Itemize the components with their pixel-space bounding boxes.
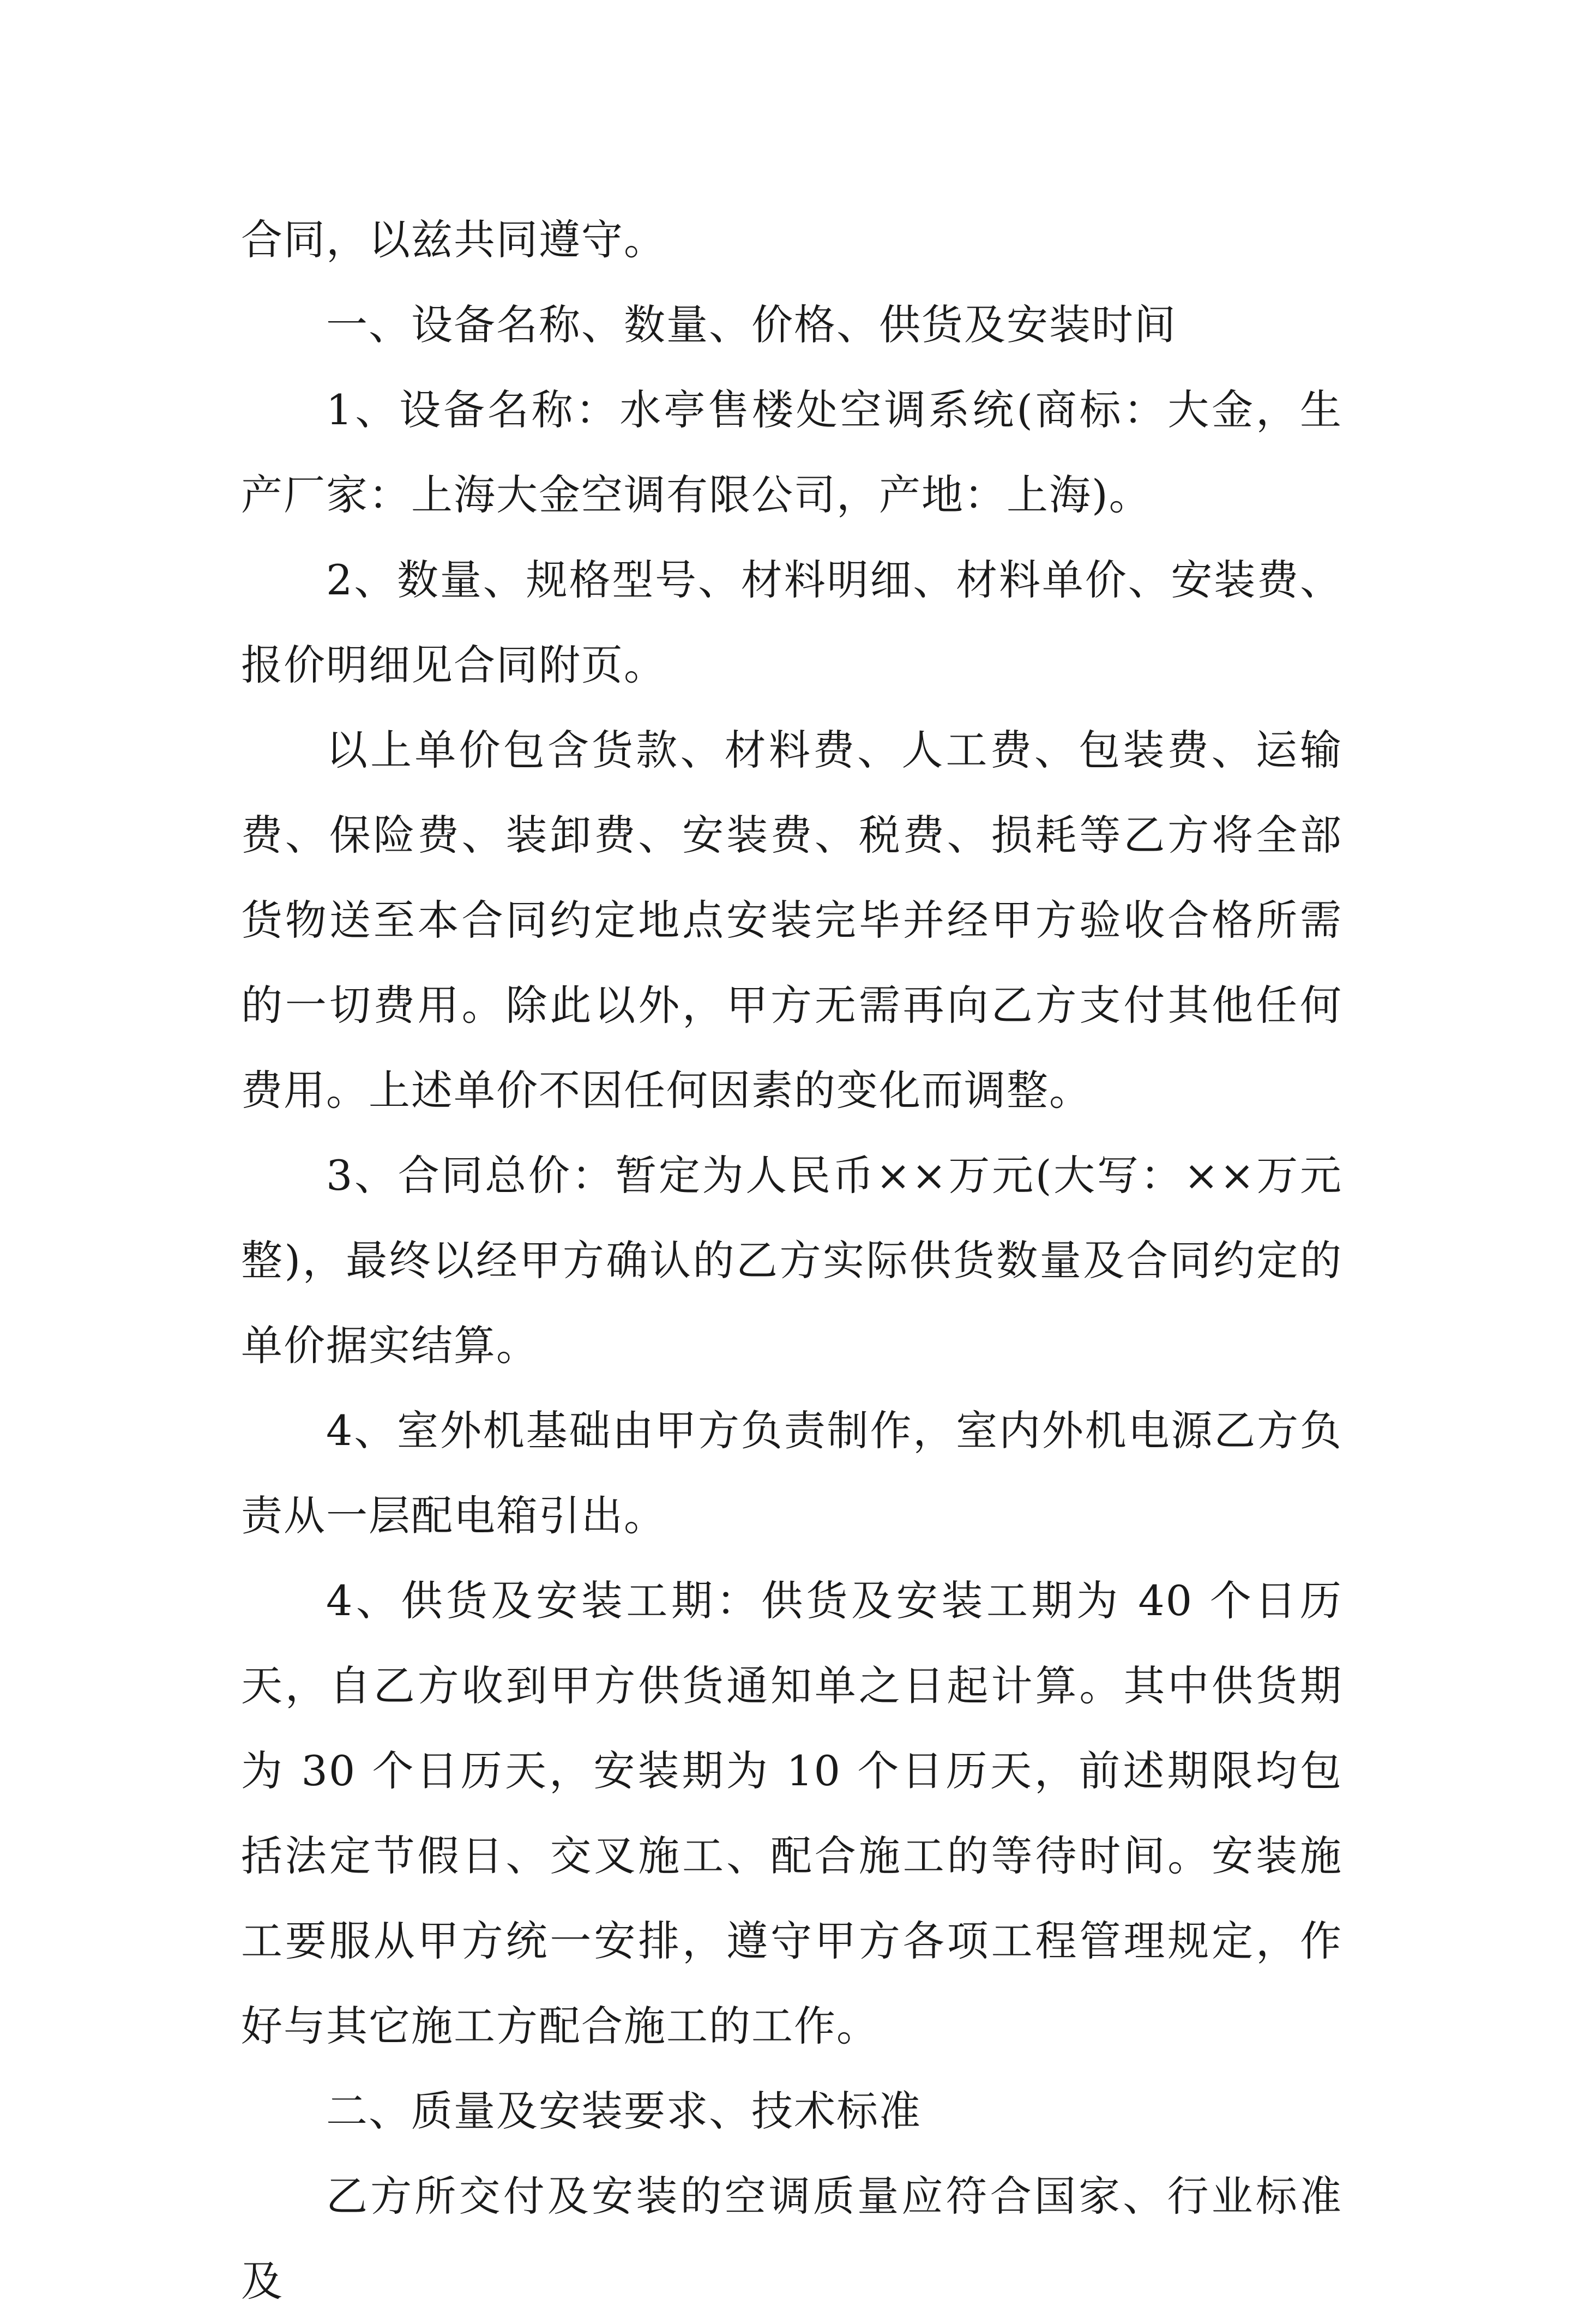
document-body bbox=[241, 197, 1342, 2324]
paragraph-equipment-name: 1、设备名称：水亭售楼处空调系统(商标：大金，生产厂家：上海大金空调有限公司，产地：上海)。 bbox=[241, 386, 1342, 519]
section-heading-quality: 二、质量及安装要求、技术标准 bbox=[326, 2087, 921, 2135]
paragraph-total-price: 3、合同总价：暂定为人民币××万元(大写：××万元整)，最终以经甲方确认的乙方实际供货数量及合同约定的单价据实结算。 bbox=[241, 1151, 1342, 1370]
paragraph-unit-price-scope: 以上单价包含货款、材料费、人工费、包装费、运输费、保险费、装卸费、安装费、税费、损耗等乙方将全部货物送至本合同约定地点安装完毕并经甲方验收合格所需的一切费用。除此以外，甲方无需再向乙方支付其他任何费用。上述单价不因任何因素的变化而调整。 bbox=[241, 726, 1342, 1115]
paragraph-closing-clause: 合同，以兹共同遵守。 bbox=[241, 215, 666, 264]
paragraph-outdoor-unit-foundation: 4、室外机基础由甲方负责制作，室内外机电源乙方负责从一层配电箱引出。 bbox=[241, 1406, 1342, 1540]
paragraph-delivery-schedule: 4、供货及安装工期：供货及安装工期为 40 个日历天，自乙方收到甲方供货通知单之日起计算。其中供货期为 30 个日历天，安装期为 10 个日历天，前述期限均包括法定节假日、交叉施工、配合施工的等待时间。安装施工要服从甲方统一安排，遵守甲方各项工程管理规定，作好与其它施工方配合施工的工作。 bbox=[241, 1576, 1342, 2050]
paragraph-quantity-specs: 2、数量、规格型号、材料明细、材料单价、安装费、报价明细见合同附页。 bbox=[241, 556, 1342, 689]
section-heading-equipment: 一、设备名称、数量、价格、供货及安装时间 bbox=[326, 300, 1177, 349]
paragraph-quality-standards: 乙方所交付及安装的空调质量应符合国家、行业标准及 bbox=[241, 2172, 1342, 2305]
